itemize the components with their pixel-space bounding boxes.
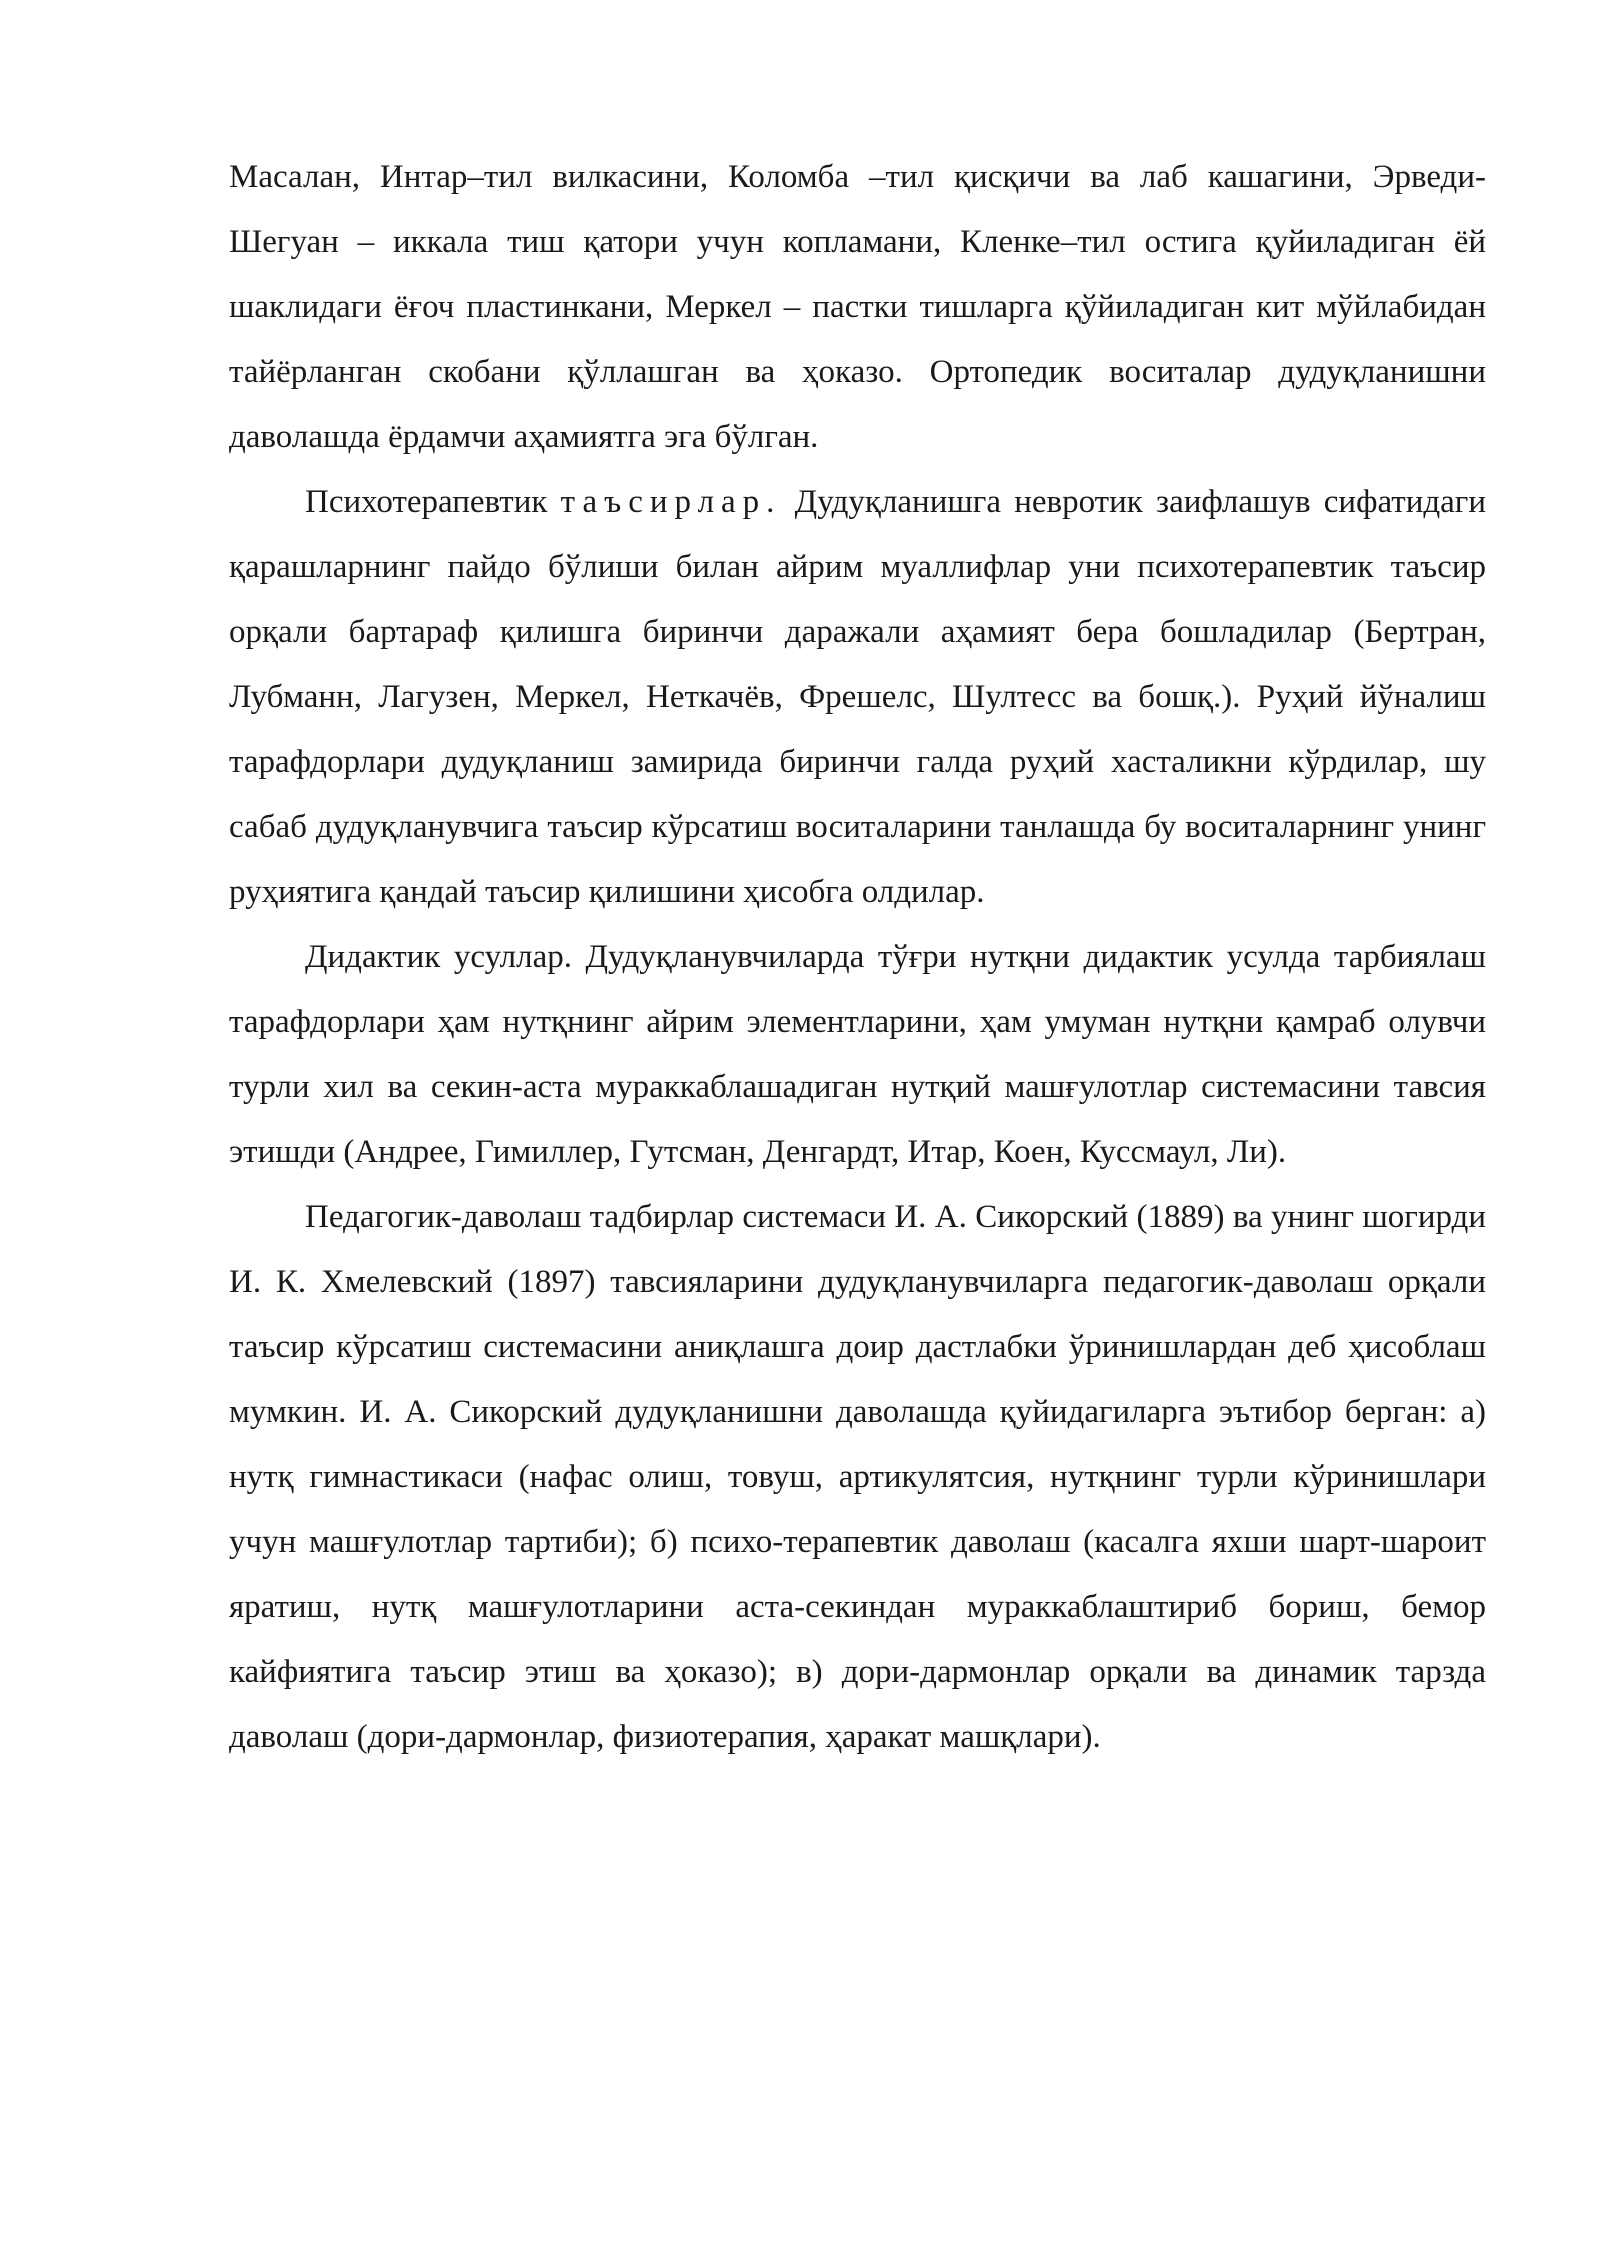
paragraph-lead: Психотерапевтик xyxy=(305,484,561,520)
spaced-heading: таъсирлар. xyxy=(560,484,782,520)
paragraph-psychotherapeutic xyxy=(229,470,1486,925)
paragraph-body: Дудуқланишга невротик заифлашув сифатидаги қарашларнинг пайдо бўлиши билан айрим муаллифлар уни психотерапевтик таъсир орқали бартараф қилишга биринчи даражали аҳамият бера бошладилар (Бертран, Лубманн, Лагузен, Меркел, Неткачёв, Фрешелс, Шултесс ва бошқ.). Руҳий йўналиш тарафдорлари дудуқланиш замирида биринчи галда руҳий хасталикни кўрдилар, шу сабаб дудуқланувчига таъсир кўрсатиш воситаларини танлашда бу воситаларнинг унинг руҳиятига қандай таъсир қилишини ҳисобга олдилар. xyxy=(229,484,1486,910)
paragraph-orthopedic: Масалан, Интар–тил вилкасини, Коломба –тил қисқичи ва лаб кашагини, Эрведи-Шегуан – иккала тиш қатори учун копламани, Кленке–тил остига қуйиладиган ёй шаклидаги ёғоч пластинкани, Меркел – пастки тишларга қўйиладиган кит мўйлабидан тайёрланган скобани қўллашган ва ҳоказо. Ортопедик воситалар дудуқланишни даволашда ёрдамчи аҳамиятга эга бўлган. xyxy=(229,159,1486,455)
paragraph-pedagogical: Педагогик-даволаш тадбирлар системаси И. А. Сикорский (1889) ва унинг шогирди И. К. Хмелевский (1897) тавсияларини дудуқланувчиларга педагогик-даволаш орқали таъсир кўрсатиш системасини аниқлашга доир дастлабки ўринишлардан деб ҳисоблаш мумкин. И. А. Сикорский дудуқланишни даволашда қуйидагиларга эътибор берган: а) нутқ гимнастикаси (нафас олиш, товуш, артикулятсия, нутқнинг турли кўринишлари учун машғулотлар тартиби); б) психо-терапевтик даволаш (касалга яхши шарт-шароит яратиш, нутқ машғулотларини аста-секиндан мураккаблаштириб бориш, бемор кайфиятига таъсир этиш ва ҳоказо); в) дори-дармонлар орқали ва динамик тарзда даволаш (дори-дармонлар, физиотерапия, ҳаракат машқлари). xyxy=(229,1199,1486,1755)
paragraph-didactic: Дидактик усуллар. Дудуқланувчиларда тўғри нутқни дидактик усулда тарбиялаш тарафдорлари ҳам нутқнинг айрим элементларини, ҳам умуман нутқни қамраб олувчи турли хил ва секин-аста мураккаблашадиган нутқий машғулотлар системасини тавсия этишди (Андрее, Гимиллер, Гутсман, Денгардт, Итар, Коен, Куссмаул, Ли). xyxy=(229,939,1486,1170)
document-page xyxy=(229,145,1486,1770)
